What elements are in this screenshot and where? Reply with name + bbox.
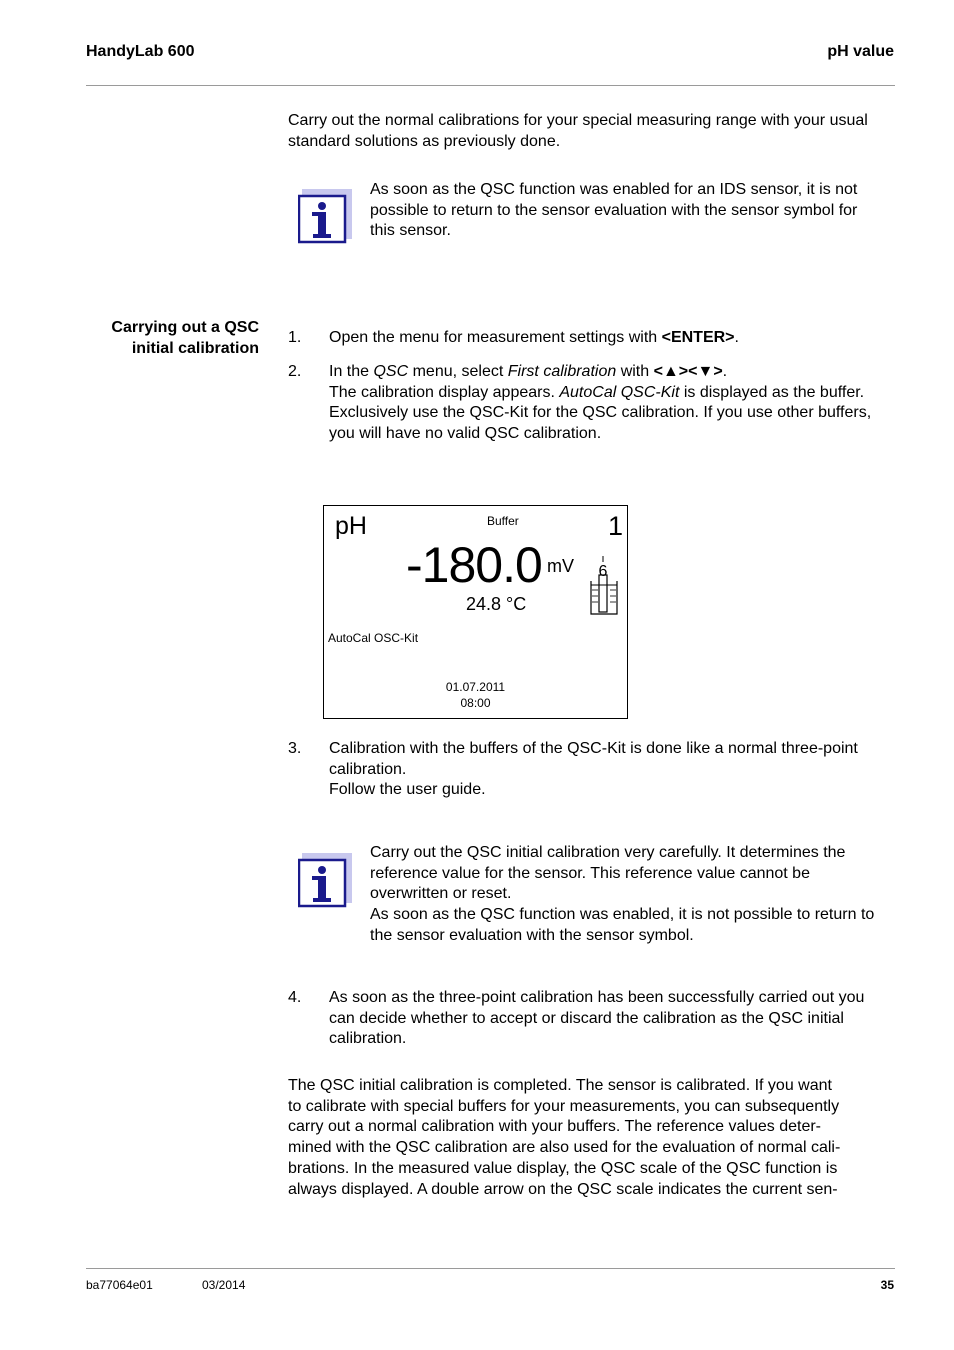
first-calibration-item: First calibration (507, 363, 617, 380)
step-1-text (329, 328, 889, 349)
note-qsc-careful-line2: As soon as the QSC function was enabled, it is not possible to return to the sensor evaluation with the sensor symbol. (370, 906, 875, 944)
display-date: 01.07.2011 (445, 680, 506, 694)
step-1-post: . (734, 329, 739, 346)
closing-line: carry out a normal calibration with your buffers. The reference values deter- (288, 1118, 821, 1136)
display-unit: mV (547, 556, 574, 576)
header-rule (86, 85, 895, 86)
step-1-pre: Open the menu for measurement settings with (329, 329, 662, 346)
display-mode: pH (335, 512, 367, 540)
step-2-line2 (329, 383, 889, 404)
note-ids-sensor: As soon as the QSC function was enabled for an IDS sensor, it is not possible to return to the sensor evaluation with the sensor symbol for this sensor. (370, 181, 858, 240)
closing-line: brations. In the measured value display, the QSC scale of the QSC function is (288, 1159, 838, 1177)
side-heading-line2: initial calibration (131, 340, 259, 357)
display-buffer-label: Buffer (487, 514, 519, 528)
display-buffer-name: AutoCal OSC-Kit (328, 631, 419, 645)
side-heading (60, 317, 259, 359)
arrow-down-icon: ▼ (697, 363, 714, 380)
step-3-text (329, 739, 881, 801)
sensor-glyph: 6 (598, 563, 608, 580)
step-2-text (329, 362, 889, 445)
step-3-line2: Follow the user guide. (329, 781, 486, 799)
footer-date: 03/2014 (202, 1278, 246, 1292)
side-heading-line1: Carrying out a QSC (111, 319, 259, 336)
step-number: 2. (288, 363, 302, 380)
step-2-line3: Exclusively use the QSC-Kit for the QSC calibration. If you use other buffers, you will have no valid QSC calibration. (329, 404, 872, 443)
qsc-menu-name: QSC (373, 363, 409, 380)
display-channel: 1 (608, 511, 624, 541)
step-number: 1. (288, 329, 302, 346)
intro-paragraph: Carry out the normal calibrations for your special measuring range with your usual standard solutions as previously done. (288, 112, 868, 150)
key-bracket-mid: >< (678, 363, 698, 380)
step-2-line1 (329, 362, 889, 383)
key-bracket-close: > (713, 363, 723, 380)
step-3-line1: Calibration with the buffers of the QSC-Kit is done like a normal three-point calibration. (329, 740, 858, 778)
closing-paragraph (288, 1076, 908, 1200)
step-2-text-a: In the (329, 363, 374, 380)
header-section: pH value (827, 43, 894, 60)
info-icon (298, 853, 352, 907)
footer-page-number: 35 (880, 1278, 894, 1292)
arrow-up-icon: ▲ (662, 363, 679, 380)
step-2-text-end: . (722, 363, 728, 380)
header-product: HandyLab 600 (86, 43, 195, 60)
arrow-keys-label (654, 363, 723, 380)
footer-doc-number: ba77064e01 (86, 1278, 153, 1292)
step-2-buffer-text: is displayed as the buffer. (679, 383, 865, 401)
step-2-text-e: with (616, 363, 654, 380)
display-time: 08:00 (460, 696, 491, 710)
closing-line: The QSC initial calibration is completed. The sensor is calibrated. If you want (288, 1077, 832, 1094)
note-qsc-careful (370, 843, 885, 947)
step-number: 4. (288, 989, 302, 1006)
enter-key-label: <ENTER> (661, 329, 735, 346)
sensor-beaker-icon (589, 554, 619, 618)
closing-line: to calibrate with special buffers for your measurements, you can subsequently (288, 1097, 840, 1115)
key-bracket-open: < (653, 363, 663, 380)
step-number: 3. (288, 740, 302, 757)
display-value: -180.0 (406, 537, 542, 593)
footer-rule (86, 1268, 895, 1269)
step-4-text: As soon as the three-point calibration has been successfully carried out you can decide whether to accept or discard the calibration as the QSC initial calibration. (329, 989, 865, 1048)
info-icon (298, 189, 352, 243)
step-2-text-c: menu, select (408, 363, 508, 380)
step-2-display-text: The calibration display appears. (329, 383, 560, 401)
closing-line: mined with the QSC calibration are also used for the evaluation of normal cali- (288, 1139, 841, 1157)
autocal-kit-name: AutoCal QSC-Kit (559, 383, 680, 401)
closing-line: always displayed. A double arrow on the QSC scale indicates the current sen- (288, 1180, 838, 1198)
meter-display (323, 505, 628, 719)
display-temperature: 24.8 °C (466, 594, 527, 614)
note-qsc-careful-line1: Carry out the QSC initial calibration very carefully. It determines the reference value for the sensor. This reference value cannot be overwritten or reset. (370, 844, 846, 903)
